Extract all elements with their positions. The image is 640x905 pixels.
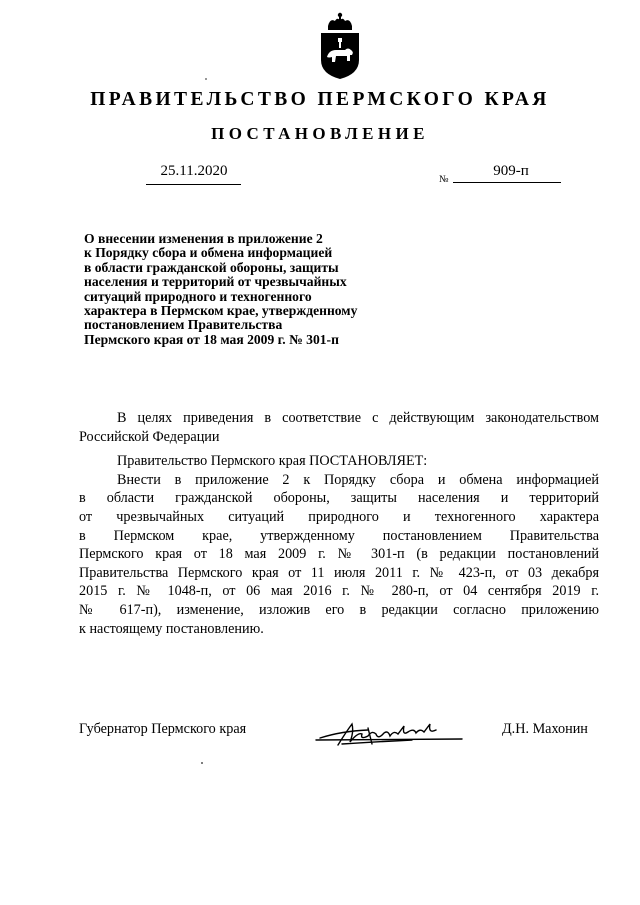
body-line: в области гражданской обороны, защиты населения и территорий <box>79 490 599 507</box>
document-subject <box>84 232 414 347</box>
subject-line: О внесении изменения в приложение 2 <box>84 231 323 246</box>
paragraph-resolves: Правительство Пермского края ПОСТАНОВЛЯЕТ: <box>117 453 428 470</box>
perm-krai-coat-of-arms-icon <box>318 12 362 80</box>
body-line: к настоящему постановлению. <box>79 620 264 637</box>
document-type: ПОСТАНОВЛЕНИЕ <box>211 124 429 143</box>
signatory-position: Губернатор Пермского края <box>79 721 247 737</box>
speck-mark <box>201 762 203 764</box>
subject-line: Пермского края от 18 мая 2009 г. № 301-п <box>84 331 339 347</box>
document-body <box>79 409 599 638</box>
signatory-name: Д.Н. Махонин <box>502 721 588 737</box>
body-line: № 617-п), изменение, изложив его в редакции согласно приложению <box>79 601 599 618</box>
subject-line: ситуаций природного и техногенного <box>84 288 312 304</box>
subject-line: населения и территорий от чрезвычайных <box>84 274 347 290</box>
paragraph-resolution <box>79 471 599 638</box>
body-line: 2015 г. № 1048-п, от 06 мая 2016 г. № 280-п, от 04 сентября 2019 г. <box>79 583 599 600</box>
speck-mark <box>205 78 207 80</box>
body-line: Правительства Пермского края от 11 июля 2011 г. № 423-п, от 03 декабря <box>79 564 599 581</box>
body-line: Российской Федерации <box>79 428 220 445</box>
paragraph-purpose <box>79 409 599 446</box>
number-underline <box>453 182 561 183</box>
subject-line: постановлением Правительства <box>84 317 283 333</box>
subject-line: характера в Пермском крае, утвержденному <box>84 303 358 319</box>
body-line: Пермского края от 18 мая 2009 г. № 301-п (в редакции постановлений <box>79 546 599 563</box>
body-line: В целях приведения в соответствие с действующим законодательством <box>117 410 599 426</box>
subject-line: в области гражданской обороны, защиты <box>84 259 339 275</box>
number-sign: № <box>439 174 449 185</box>
body-line: в Пермском крае, утвержденному постановлением Правительства <box>79 527 599 544</box>
body-line: Внести в приложение 2 к Порядку сбора и обмена информацией <box>117 471 599 488</box>
document-date: 25.11.2020 <box>160 163 228 179</box>
date-underline <box>146 184 241 185</box>
government-title: ПРАВИТЕЛЬСТВО ПЕРМСКОГО КРАЯ <box>90 89 550 110</box>
subject-line: к Порядку сбора и обмена информацией <box>84 245 333 261</box>
body-line: от чрезвычайных ситуаций природного и техногенного характера <box>79 508 599 525</box>
handwritten-signature-icon <box>312 718 468 752</box>
document-number: 909-п <box>493 163 529 179</box>
